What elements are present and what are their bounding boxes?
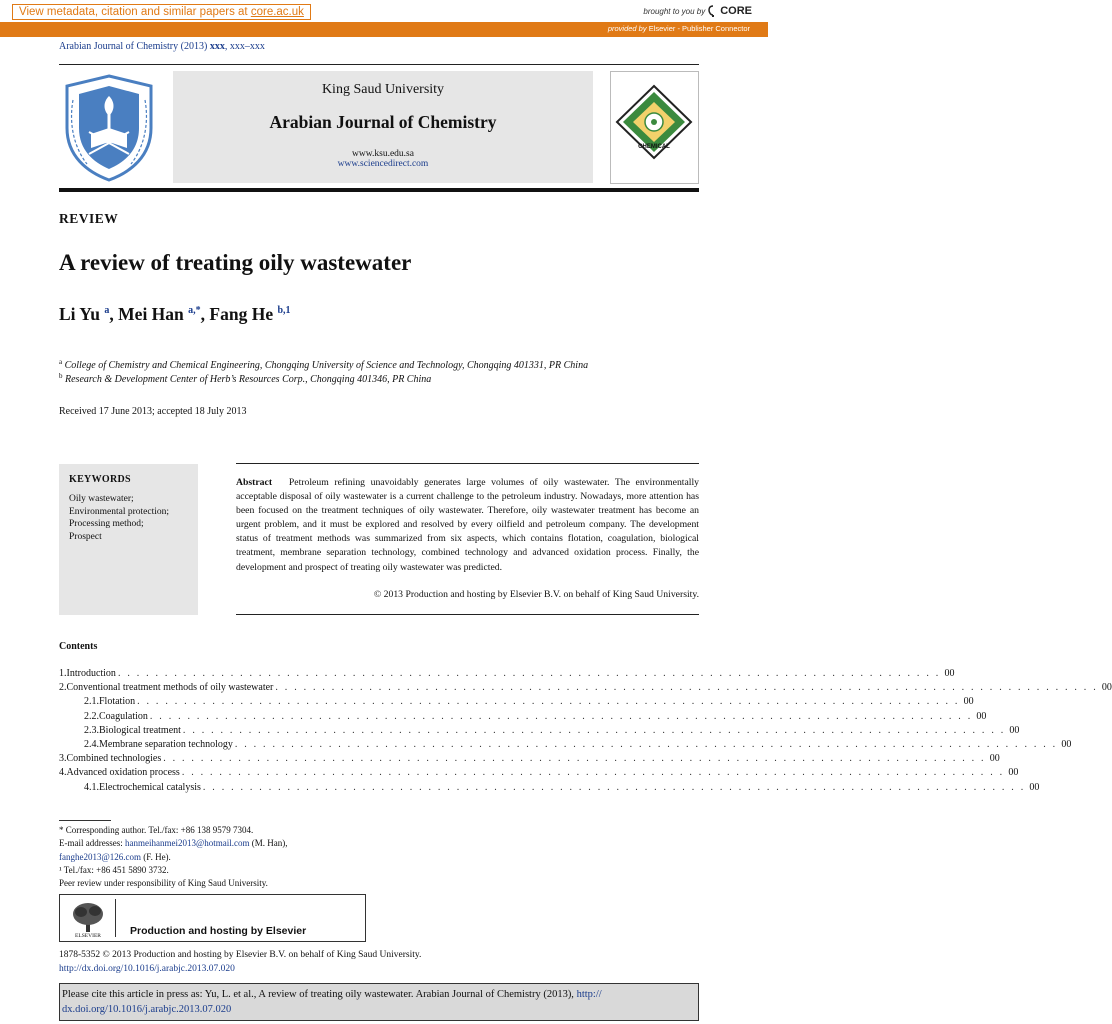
email-owner-he: (F. He).: [143, 852, 171, 862]
core-metadata-text: View metadata, citation and similar papers at: [19, 6, 248, 18]
email-note: [59, 837, 369, 850]
cite-doi-link-part2[interactable]: dx.doi.org/10.1016/j.arabjc.2013.07.020: [62, 1004, 232, 1015]
issn-line: 1878-5352 © 2013 Production and hosting by Elsevier B.V. on behalf of King Saud University.: [59, 950, 422, 960]
journal-header-box: [173, 71, 593, 183]
core-provider-strip: [0, 22, 768, 37]
doi-link[interactable]: http://dx.doi.org/10.1016/j.arabjc.2013.07.020: [59, 964, 235, 974]
journal-ref-prefix: Arabian Journal of Chemistry (2013): [59, 41, 208, 52]
provider-name[interactable]: Elsevier - Publisher Connector: [648, 24, 750, 33]
chemical-society-logo-box: [610, 71, 699, 184]
toc-title: Electrochemical catalysis: [99, 781, 201, 793]
author-affiliation-mark[interactable]: a: [104, 305, 110, 316]
toc-entry[interactable]: [59, 667, 955, 681]
chemical-logo-label: CHEMICAL: [638, 144, 670, 150]
elsevier-tree-icon: [68, 900, 108, 938]
toc-number: 4.: [59, 767, 67, 779]
toc-leader: . . . . . . . . . . . . . . . . . . . . . . . . . . . . . . . . . . . . . . . . . . . . . . . . . . . . . . . . . . . . . . . . . . . . . . . . . . . . . . . . . . . . . . . .: [137, 696, 960, 708]
abstract: [236, 476, 699, 575]
journal-ref-pages: , xxx–xxx: [224, 41, 265, 52]
toc-title: Biological treatment: [99, 724, 181, 736]
email-link-han[interactable]: hanmeihanmei2013@hotmail.com: [124, 838, 250, 848]
contents-heading: Contents: [59, 641, 98, 652]
toc-page: 00: [1101, 682, 1112, 694]
header-bottom-rule: [59, 188, 699, 192]
journal-name: Arabian Journal of Chemistry: [269, 112, 497, 132]
toc-number: 2.: [59, 682, 67, 694]
toc-title: Introduction: [66, 668, 116, 679]
toc-leader: . . . . . . . . . . . . . . . . . . . . . . . . . . . . . . . . . . . . . . . . . . . . . . . . . . . . . . . . . . . . . . . . . . . . . . . . . . . . . . . . . . . . . . . .: [202, 781, 1026, 793]
corresponding-author-note: * Corresponding author. Tel./fax: +86 138 9579 7304.: [59, 825, 254, 835]
toc-number: 1.: [59, 668, 67, 679]
toc-leader: . . . . . . . . . . . . . . . . . . . . . . . . . . . . . . . . . . . . . . . . . . . . . . . . . . . . . . . . . . . . . . . . . . . . . . . . . . . . . . . . . . . . . . . .: [234, 738, 1058, 750]
toc-title: Advanced oxidation process: [66, 767, 180, 779]
received-dates: Received 17 June 2013; accepted 18 July 2013: [59, 406, 247, 417]
author-affiliation-mark[interactable]: b,1: [277, 305, 291, 316]
toc-page: 00: [1009, 724, 1020, 736]
peer-review-note: Peer review under responsibility of King Saud University.: [59, 878, 268, 888]
elsevier-divider: [115, 899, 116, 937]
toc-entry[interactable]: [59, 724, 1020, 738]
author-separator: ,: [109, 304, 119, 324]
toc-page: 00: [1029, 781, 1040, 793]
toc-entry[interactable]: [59, 781, 1040, 795]
affiliation-text: Research & Development Center of Herb’s Resources Corp., Chongqing 401346, PR China: [65, 374, 432, 385]
toc-title: Conventional treatment methods of oily wastewater: [66, 682, 274, 694]
toc-title: Combined technologies: [66, 753, 162, 765]
author-name: Fang He: [209, 304, 274, 324]
abstract-bottom-rule: [236, 614, 699, 615]
journal-ref-volume: xxx: [209, 41, 225, 52]
table-of-contents: [59, 667, 1112, 795]
toc-leader: . . . . . . . . . . . . . . . . . . . . . . . . . . . . . . . . . . . . . . . . . . . . . . . . . . . . . . . . . . . . . . . . . . . . . . . . . . . . . . . . . . . . . . . .: [163, 753, 986, 765]
toc-page: 00: [1008, 767, 1019, 779]
email-note-2: [59, 851, 369, 864]
toc-number: 2.2.: [84, 710, 99, 722]
affiliation-b: [59, 372, 431, 385]
email-owner-han: (M. Han),: [251, 838, 288, 848]
sciencedirect-url[interactable]: www.sciencedirect.com: [337, 159, 429, 169]
article-type: REVIEW: [59, 211, 119, 226]
email-prefix: E-mail addresses:: [59, 838, 123, 848]
keyword-item: Processing method;: [69, 519, 144, 529]
provided-by-label: provided by: [607, 24, 647, 33]
abstract-top-rule: [236, 463, 699, 464]
telephone-note: ¹ Tel./fax: +86 451 5890 3732.: [59, 865, 169, 875]
core-brand[interactable]: [643, 5, 752, 17]
abstract-text: Petroleum refining unavoidably generates large volumes of oily wastewater. The environmentally acceptable disposal of oily wastewater is a current challenge to the petroleum industry. Nowadays, more attention has been focused on the treatment techniques of oily wastewater. Therefore, oily wastewater treatment has become an urgent problem, and it must be explored and resolved by every oilfield and petroleum company. The development status of treatment methods was summarized from six aspects, which contains flotation, coagulation, biological treatment, membrane separation technology, combined technology and advanced oxidation process. Finally, the development and prospect of treating oily wastewater was predicted.: [236, 477, 700, 573]
toc-page: 00: [989, 753, 1000, 765]
core-ac-uk-link[interactable]: core.ac.uk: [250, 6, 304, 18]
keywords-heading: KEYWORDS: [69, 474, 131, 485]
core-banner: [0, 0, 768, 37]
core-logo-label: CORE: [720, 5, 752, 17]
king-saud-university-logo: [59, 72, 159, 184]
author-affiliation-mark[interactable]: a,*: [188, 305, 201, 316]
author-separator: ,: [200, 304, 210, 324]
toc-title: Coagulation: [99, 710, 148, 722]
toc-entry[interactable]: [59, 752, 1000, 766]
toc-leader: . . . . . . . . . . . . . . . . . . . . . . . . . . . . . . . . . . . . . . . . . . . . . . . . . . . . . . . . . . . . . . . . . . . . . . . . . . . . . . . . . . . . . . . .: [182, 724, 1006, 736]
header-top-rule: [59, 64, 699, 65]
elsevier-logo-label: ELSEVIER: [75, 933, 101, 939]
toc-number: 2.1.: [84, 696, 99, 708]
footnote-rule: [59, 820, 111, 821]
toc-entry[interactable]: [59, 695, 974, 709]
university-name: King Saud University: [321, 82, 445, 97]
cite-this-article-box: [59, 983, 699, 1021]
author-list: [59, 304, 291, 325]
email-link-he[interactable]: fanghe2013@126.com: [59, 852, 142, 862]
article-title: A review of treating oily wastewater: [59, 250, 412, 275]
core-metadata-link-box[interactable]: [12, 4, 311, 20]
toc-page: 00: [944, 668, 955, 679]
elsevier-hosting-text: Production and hosting by Elsevier: [130, 925, 307, 937]
toc-entry[interactable]: [59, 738, 1072, 752]
journal-reference[interactable]: [59, 41, 265, 52]
brought-to-you-text: brought to you by: [643, 6, 706, 16]
toc-entry[interactable]: [59, 681, 1112, 695]
toc-number: 2.4.: [84, 738, 99, 750]
keyword-item: Environmental protection;: [69, 506, 169, 517]
toc-number: 2.3.: [84, 724, 99, 736]
toc-title: Membrane separation technology: [99, 738, 233, 750]
toc-number: 3.: [59, 753, 67, 765]
toc-title: Flotation: [99, 696, 136, 708]
keywords-box: [59, 464, 198, 615]
core-provider-text: [608, 24, 750, 33]
toc-leader: . . . . . . . . . . . . . . . . . . . . . . . . . . . . . . . . . . . . . . . . . . . . . . . . . . . . . . . . . . . . . . . . . . . . . . . . . . . . . . . . . . . . . . . .: [275, 682, 1098, 694]
author-name: Mei Han: [118, 304, 184, 324]
toc-leader: . . . . . . . . . . . . . . . . . . . . . . . . . . . . . . . . . . . . . . . . . . . . . . . . . . . . . . . . . . . . . . . . . . . . . . . . . . . . . . . . . . . . . . . .: [149, 710, 973, 722]
toc-page: 00: [963, 696, 974, 708]
toc-leader: . . . . . . . . . . . . . . . . . . . . . . . . . . . . . . . . . . . . . . . . . . . . . . . . . . . . . . . . . . . . . . . . . . . . . . . . . . . . . . . . . . . . . . . .: [117, 668, 941, 679]
affiliation-mark: b: [59, 372, 63, 380]
toc-leader: . . . . . . . . . . . . . . . . . . . . . . . . . . . . . . . . . . . . . . . . . . . . . . . . . . . . . . . . . . . . . . . . . . . . . . . . . . . . . . . . . . . . . . . .: [181, 767, 1005, 779]
keyword-item: Prospect: [69, 531, 102, 542]
core-logo[interactable]: [708, 5, 752, 17]
keyword-item: Oily wastewater;: [69, 494, 134, 504]
affiliation-a: [59, 358, 588, 371]
abstract-copyright: © 2013 Production and hosting by Elsevier B.V. on behalf of King Saud University.: [373, 589, 699, 600]
toc-entry[interactable]: [59, 766, 1019, 780]
cite-text: Please cite this article in press as: Yu, L. et al., A review of treating oily wastewater. Arabian Journal of Chemistry (2013),: [62, 989, 574, 1000]
author-name: Li Yu: [59, 304, 101, 324]
affiliation-text: College of Chemistry and Chemical Engineering, Chongqing University of Science and Technology, Chongqing 401331, PR China: [64, 360, 589, 371]
saudi-chemical-society-logo: [611, 72, 698, 183]
toc-entry[interactable]: [59, 710, 987, 724]
abstract-heading: Abstract: [236, 477, 273, 488]
affiliation-mark: a: [59, 358, 63, 366]
core-logo-icon: [708, 5, 718, 17]
toc-page: 00: [1061, 738, 1072, 750]
toc-page: 00: [976, 710, 987, 722]
toc-number: 4.1.: [84, 781, 99, 793]
cite-doi-link-part1[interactable]: http://: [576, 989, 602, 1000]
ksu-url[interactable]: www.ksu.edu.sa: [352, 149, 414, 159]
ksu-seal-icon: [67, 76, 151, 180]
elsevier-hosting-box: [59, 894, 366, 942]
